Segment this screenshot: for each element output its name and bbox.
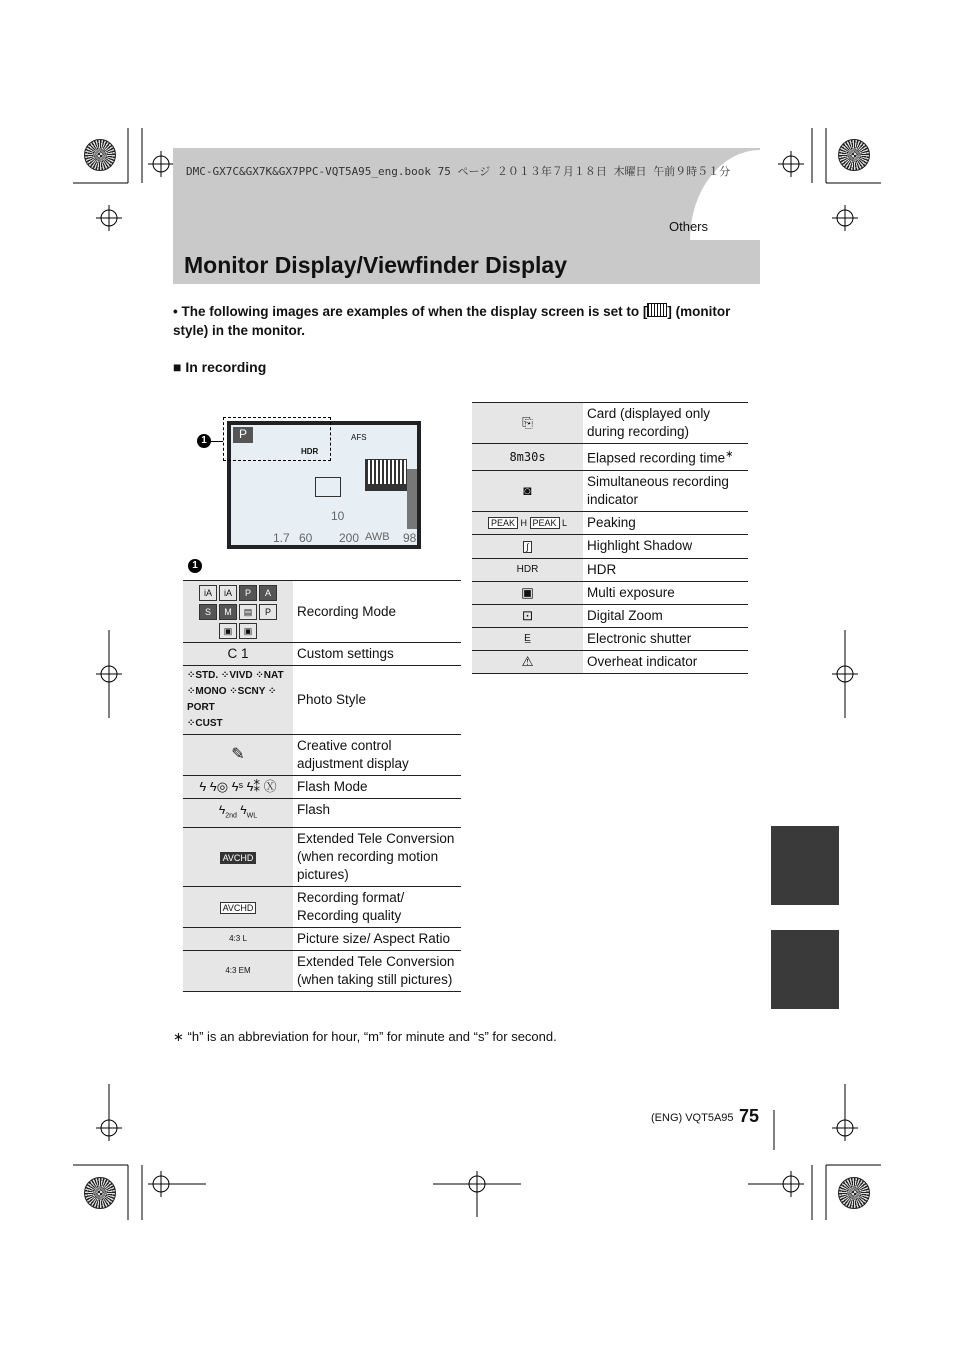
page-number: 75: [739, 1106, 760, 1126]
creative-control-icon: ✎: [183, 735, 293, 776]
recording-mode-icons: iA iA P A S M ▤ P ▣ ▣: [183, 581, 293, 643]
table-row: [472, 650, 748, 673]
highlight-shadow-label: Highlight Shadow: [583, 534, 748, 558]
mode-badge: P: [233, 427, 253, 443]
overheat-icon: ⚠: [472, 650, 583, 673]
footer-code: (ENG) VQT5A95: [651, 1112, 734, 1124]
custom-settings-icon: C 1: [183, 643, 293, 666]
camera-icon: ◙: [472, 470, 583, 511]
table-row: [183, 799, 461, 828]
electronic-shutter-label: Electronic shutter: [583, 627, 748, 650]
table-row: [472, 444, 748, 471]
zoom-value: 10: [331, 509, 345, 523]
flash-icons: $ϟ_{2nd}$ $ϟ_{WL}$: [183, 799, 293, 828]
focus-area: [315, 477, 341, 497]
table-row: [183, 666, 461, 735]
table-row: [472, 403, 748, 444]
ext-tele-still-label: Extended Tele Conversion (when taking still pictures): [293, 951, 461, 992]
simultaneous-label: Simultaneous recording indicator: [583, 470, 748, 511]
table-row: [183, 581, 461, 643]
rec-format-icon: AVCHD: [183, 887, 293, 928]
hdr-icon: HDR: [472, 558, 583, 581]
table-row: [472, 534, 748, 558]
table-row: [183, 776, 461, 799]
iso-value: 200: [339, 531, 360, 545]
multi-exposure-icon: ▣: [472, 581, 583, 604]
intro-note-before: • The following images are examples of when the display screen is set to [: [173, 304, 648, 319]
section-label: Others: [669, 219, 709, 234]
hdr-label: HDR: [583, 558, 748, 581]
digital-zoom-icon: ⊡: [472, 604, 583, 627]
table-row: [183, 643, 461, 666]
chapter-tab-lower: [771, 930, 839, 1009]
table-row: [472, 558, 748, 581]
side-tabs: [407, 469, 417, 529]
chapter-tab-upper: [771, 826, 839, 905]
table-row: [183, 735, 461, 776]
intro-note-after: ] (monitor style) in the monitor.: [173, 304, 731, 338]
photo-style-icons: ⁘STD. ⁘VIVD ⁘NAT ⁘MONO ⁘SCNY ⁘PORT ⁘CUST: [183, 666, 293, 735]
subhead-recording: ■ In recording: [173, 359, 267, 375]
dashed-callout-box: [223, 417, 331, 461]
elapsed-time-icon: 8m30s: [472, 444, 583, 471]
elapsed-time-label: Elapsed recording time: [587, 450, 726, 466]
flash-mode-label: Flash Mode: [293, 776, 461, 799]
custom-settings-label: Custom settings: [293, 643, 461, 666]
highlight-shadow-icon: ∫: [472, 534, 583, 558]
page-title: Monitor Display/Viewfinder Display: [184, 252, 567, 278]
recording-mode-label: Recording Mode: [293, 581, 461, 643]
flash-mode-icons: ϟ ϟ◎ ϟˢ ϟ⁑ Ⓧ: [183, 776, 293, 799]
shots-remaining: 98: [403, 531, 417, 545]
electronic-shutter-icon: E̲: [472, 627, 583, 650]
monitor-style-icon: [647, 303, 667, 317]
elapsed-time-cell: [583, 444, 748, 471]
card-label: Card (displayed only during recording): [583, 403, 748, 444]
flash-label: Flash: [293, 799, 461, 828]
table-row: [183, 928, 461, 951]
table-row: [472, 470, 748, 511]
table-row: [183, 828, 461, 887]
left-table: [183, 580, 461, 992]
table-row: [183, 951, 461, 992]
callout-1-table: 1: [188, 559, 202, 573]
book-meta: DMC-GX7C&GX7K&GX7PPC-VQT5A95_eng.book 75 ページ ２０１３年７月１８日 木曜日 午前９時５１分: [186, 165, 731, 178]
footnote: ∗ “h” is an abbreviation for hour, “m” for minute and “s” for second.: [173, 1029, 557, 1044]
table-row: [472, 581, 748, 604]
peaking-label: Peaking: [583, 511, 748, 534]
creative-control-label: Creative control adjustment display: [293, 735, 461, 776]
picture-size-label: Picture size/ Aspect Ratio: [293, 928, 461, 951]
digital-zoom-label: Digital Zoom: [583, 604, 748, 627]
photo-style-label: Photo Style: [293, 666, 461, 735]
picture-size-icon: 4:3 L: [183, 928, 293, 951]
histogram: [365, 459, 407, 491]
ext-tele-movie-label: Extended Tele Conversion (when recording motion pictures): [293, 828, 461, 887]
table-row: [472, 511, 748, 534]
overheat-label: Overheat indicator: [583, 650, 748, 673]
table-row: [183, 887, 461, 928]
af-label: AFS: [351, 433, 367, 442]
ext-tele-movie-icon: AVCHD: [183, 828, 293, 887]
shutter-value: 60: [299, 531, 313, 545]
callout-line: [211, 441, 223, 442]
wb-value: AWB: [365, 531, 390, 543]
right-table: [472, 402, 748, 674]
hdr-label: HDR: [301, 447, 319, 456]
peaking-icons: PEAK H PEAK L: [472, 511, 583, 534]
aperture-value: 1.7: [273, 531, 290, 545]
card-icon: ⎘: [472, 403, 583, 444]
intro-note: [173, 302, 763, 340]
camera-screen: [227, 421, 421, 549]
multi-exposure-label: Multi exposure: [583, 581, 748, 604]
table-row: [472, 627, 748, 650]
elapsed-time-asterisk: ∗: [725, 449, 734, 460]
callout-1: 1: [197, 434, 211, 448]
table-row: [472, 604, 748, 627]
rec-format-label: Recording format/ Recording quality: [293, 887, 461, 928]
ext-tele-still-icon: 4:3 EM: [183, 951, 293, 992]
